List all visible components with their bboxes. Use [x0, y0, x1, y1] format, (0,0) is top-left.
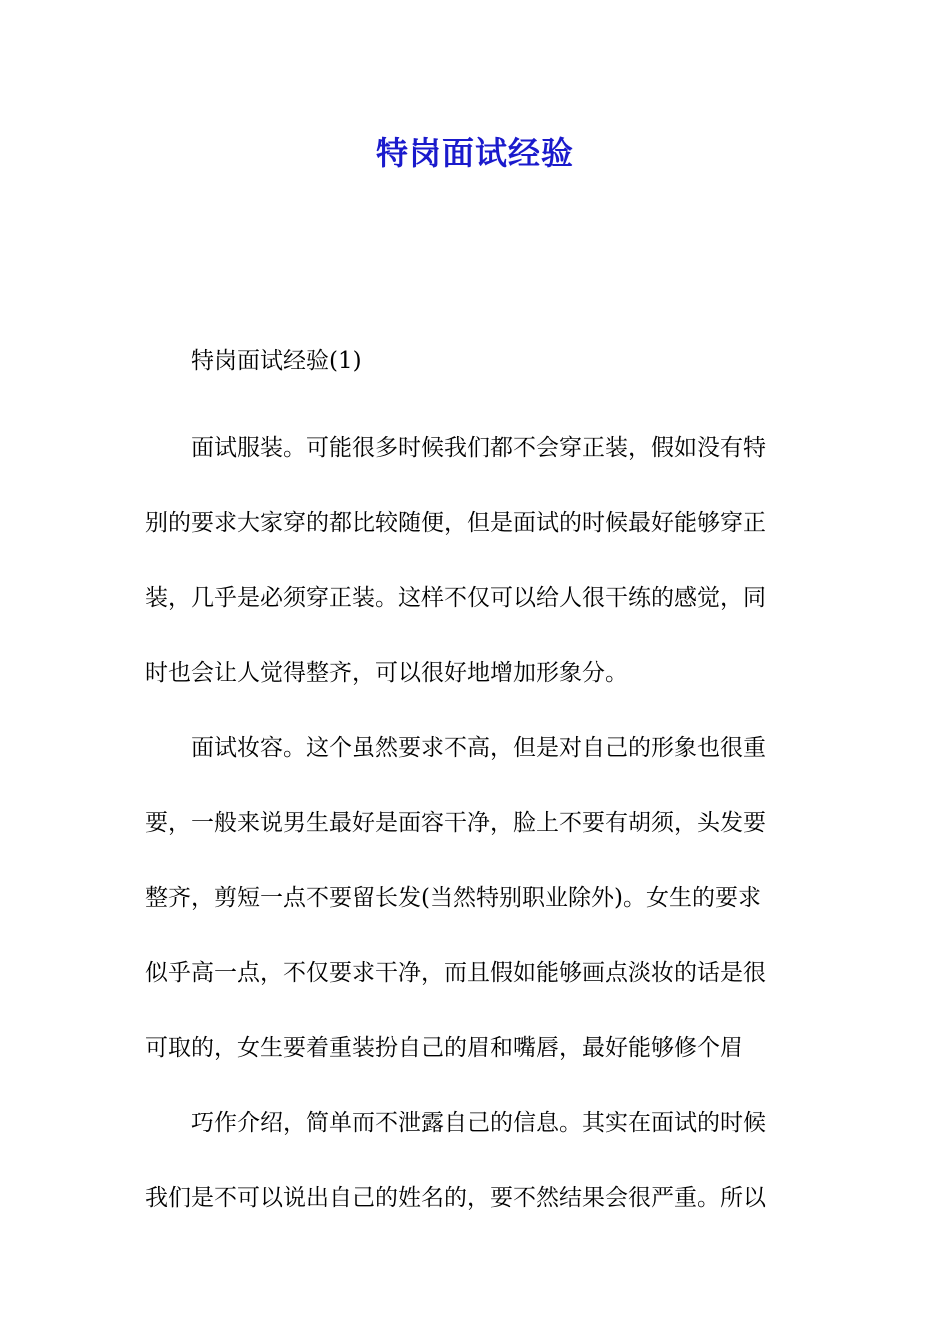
- paragraph-line: 巧作介绍，简单而不泄露自己的信息。其实在面试的时候: [191, 1110, 766, 1136]
- paragraph-line: 我们是不可以说出自己的姓名的，要不然结果会很严重。所以: [145, 1185, 766, 1211]
- paragraph-line: 面试妆容。这个虽然要求不高，但是对自己的形象也很重: [191, 735, 766, 761]
- paragraph-makeup: [145, 711, 805, 1086]
- paragraph-line: 似乎高一点，不仅要求干净，而且假如能够画点淡妆的话是很: [145, 960, 766, 986]
- section-subheading: 特岗面试经验(1): [191, 348, 362, 374]
- paragraph-line: 可取的，女生要着重装扮自己的眉和嘴唇，最好能够修个眉: [145, 1035, 743, 1061]
- paragraph-line: 要，一般来说男生最好是面容干净，脸上不要有胡须，头发要: [145, 810, 766, 836]
- paragraph-line: 时也会让人觉得整齐，可以很好地增加形象分。: [145, 660, 628, 686]
- document-body: [145, 336, 805, 1236]
- paragraph-line: 别的要求大家穿的都比较随便，但是面试的时候最好能够穿正: [145, 510, 766, 536]
- paragraph-line: 装，几乎是必须穿正装。这样不仅可以给人很干练的感觉，同: [145, 585, 766, 611]
- paragraph-attire: [145, 411, 805, 711]
- paragraph-introduction: [145, 1086, 805, 1236]
- paragraph-line: 面试服装。可能很多时候我们都不会穿正装，假如没有特: [191, 435, 766, 461]
- paragraph-line: 整齐，剪短一点不要留长发(当然特别职业除外)。女生的要求: [145, 885, 761, 911]
- document-title: 特岗面试经验: [375, 134, 574, 172]
